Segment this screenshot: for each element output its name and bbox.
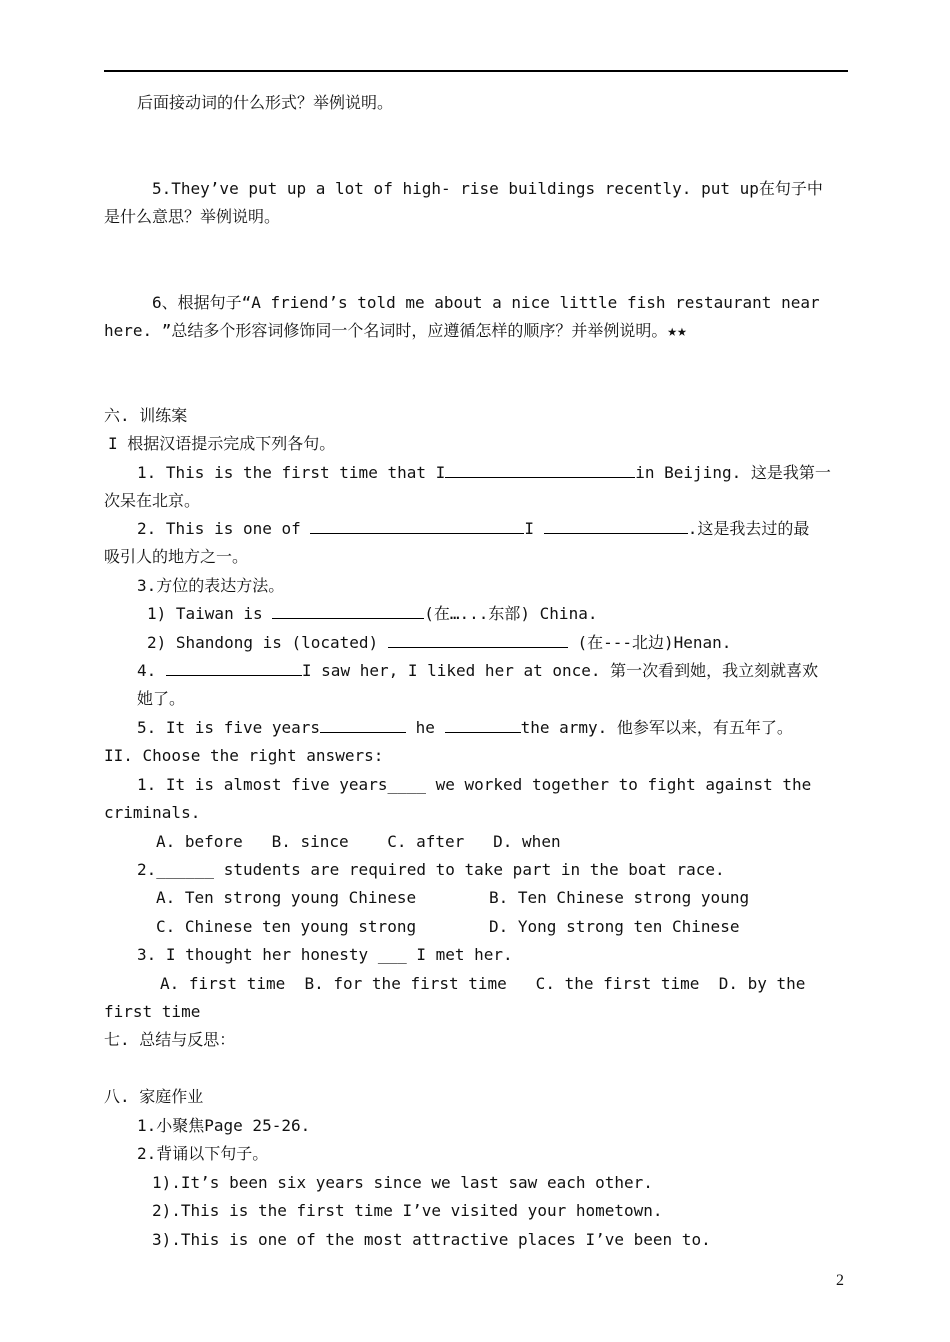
blank[interactable] xyxy=(445,463,635,478)
choice3-options: A. first time B. for the first time C. the first time D. by the xyxy=(160,974,806,993)
sentence1-line2: 次呆在北京。 xyxy=(104,491,201,510)
blank[interactable] xyxy=(388,633,568,648)
choice1-line1: 1. It is almost five years____ we worked together to fight against the xyxy=(137,775,812,794)
section7-title: 七. 总结与反思： xyxy=(104,1030,236,1049)
choice1-line2: criminals. xyxy=(104,803,201,822)
choice2-option-b: B. Ten Chinese strong young xyxy=(489,888,750,907)
blank[interactable] xyxy=(320,718,406,733)
sentence3-1: 1) Taiwan is (在…...东部) China. xyxy=(147,604,598,623)
choice2-question: 2.______ students are required to take part in the boat race. xyxy=(137,860,725,879)
sentence2-line2: 吸引人的地方之一。 xyxy=(104,547,249,566)
homework-2-sentence-2: 2).This is the first time I’ve visited your hometown. xyxy=(152,1201,663,1220)
sentence1-line1: 1. This is the first time that I in Beijing. 这是我第一 xyxy=(137,463,831,482)
q5-line2: 是什么意思？举例说明。 xyxy=(104,207,281,226)
choice2-option-a: A. Ten strong young Chinese xyxy=(156,888,417,907)
section8-title: 八. 家庭作业 xyxy=(104,1087,204,1106)
header-rule xyxy=(104,70,848,72)
page-number: 2 xyxy=(836,1272,844,1289)
sentence3: 3.方位的表达方法。 xyxy=(137,576,285,595)
choice3-question: 3. I thought her honesty ___ I met her. xyxy=(137,945,513,964)
blank[interactable] xyxy=(544,519,688,534)
section6-title: 六. 训练案 xyxy=(104,406,188,425)
sentence2-line1: 2. This is one of I .这是我去过的最 xyxy=(137,519,810,538)
homework-2-sentence-1: 1).It’s been six years since we last saw each other. xyxy=(152,1173,653,1192)
choice2-option-c: C. Chinese ten young strong xyxy=(156,917,417,936)
choice3-options-tail: first time xyxy=(104,1002,201,1021)
blank[interactable] xyxy=(310,519,524,534)
sentence4-line2: 她了。 xyxy=(137,689,186,708)
q5-line1: 5.They’ve put up a lot of high- rise buildings recently. put up在句子中 xyxy=(152,179,823,198)
blank[interactable] xyxy=(445,718,521,733)
blank[interactable] xyxy=(166,661,302,676)
sentence3-2: 2) Shandong is (located) (在---北边)Henan. xyxy=(147,633,732,652)
blank[interactable] xyxy=(272,604,424,619)
q6-line1: 6、根据句子“A friend’s told me about a nice little fish restaurant near xyxy=(152,293,820,312)
sentence5: 5. It is five years he the army. 他参军以来，有五年了。 xyxy=(137,718,793,737)
q6-line2: here. ”总结多个形容词修饰同一个名词时，应遵循怎样的顺序？并举例说明。★★ xyxy=(104,321,687,340)
homework-2: 2.背诵以下句子。 xyxy=(137,1144,269,1163)
choice1-options: A. before B. since C. after D. when xyxy=(156,832,561,851)
part2-title: II. Choose the right answers: xyxy=(104,746,384,765)
q4-tail: 后面接动词的什么形式？举例说明。 xyxy=(137,93,394,112)
part1-title: I 根据汉语提示完成下列各句。 xyxy=(108,434,336,453)
sentence4-line1: 4. I saw her, I liked her at once. 第一次看到她，我立刻就喜欢 xyxy=(137,661,819,680)
choice2-option-d: D. Yong strong ten Chinese xyxy=(489,917,740,936)
homework-2-sentence-3: 3).This is one of the most attractive places I’ve been to. xyxy=(152,1230,711,1249)
homework-1: 1.小聚焦Page 25-26. xyxy=(137,1116,311,1135)
